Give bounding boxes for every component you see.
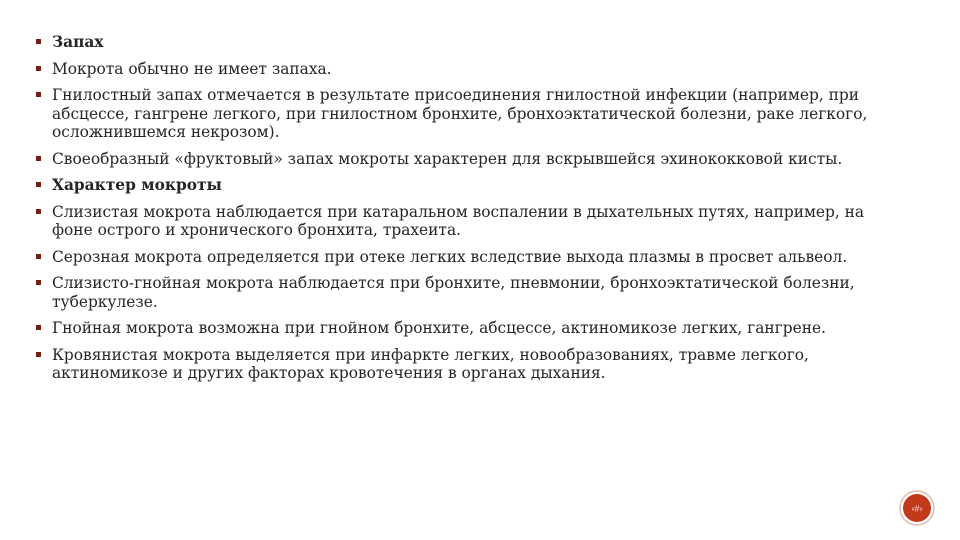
bullet-text: Гнойная мокрота возможна при гнойном бронхите, абсцессе, актиномикозе легких, гангрене. xyxy=(52,319,826,337)
bullet-item xyxy=(36,150,896,169)
square-bullet-icon xyxy=(36,280,41,285)
bullet-heading-character xyxy=(36,176,896,195)
square-bullet-icon xyxy=(36,156,41,161)
bullet-text: Кровянистая мокрота выделяется при инфаркте легких, новообразованиях, травме легкого, актиномикозе и других факторах кровотечения в органах дыхания. xyxy=(52,345,809,382)
bullet-heading-smell xyxy=(36,33,896,52)
square-bullet-icon xyxy=(36,92,41,97)
bullet-text: Характер мокроты xyxy=(52,176,222,194)
bullet-item xyxy=(36,274,896,311)
bullet-item xyxy=(36,203,896,240)
bullet-text: Своеобразный «фруктовый» запах мокроты характерен для вскрывшейся эхинококковой кисты. xyxy=(52,149,843,168)
square-bullet-icon xyxy=(36,182,41,187)
bullet-item xyxy=(36,248,896,267)
bullet-item xyxy=(36,60,896,79)
square-bullet-icon xyxy=(36,39,41,44)
square-bullet-icon xyxy=(36,254,41,259)
bullet-text: Серозная мокрота определяется при отеке легких вследствие выхода плазмы в просвет альвеол. xyxy=(52,247,848,266)
bullet-item xyxy=(36,346,896,383)
bullet-list xyxy=(36,33,896,391)
slide-number-badge xyxy=(899,490,935,526)
square-bullet-icon xyxy=(36,66,41,71)
bullet-text: Запах xyxy=(52,33,104,51)
square-bullet-icon xyxy=(36,325,41,330)
slide-number: ‹#› xyxy=(911,503,923,514)
bullet-text: Мокрота обычно не имеет запаха. xyxy=(52,59,332,78)
bullet-text: Слизистая мокрота наблюдается при катаральном воспалении в дыхательных путях, например, на фоне острого и хронического бронхита, трахеита. xyxy=(52,202,865,239)
square-bullet-icon xyxy=(36,209,41,214)
bullet-text: Слизисто-гнойная мокрота наблюдается при бронхите, пневмонии, бронхоэктатической болезни, туберкулезе. xyxy=(52,274,855,311)
bullet-item xyxy=(36,86,896,142)
square-bullet-icon xyxy=(36,352,41,357)
bullet-text: Гнилостный запах отмечается в результате присоединения гнилостной инфекции (например, при абсцессе, гангрене легкого, при гнилостном бронхите, бронхоэктатической болезни, раке легкого, осложнившемся некрозом). xyxy=(52,86,868,141)
bullet-item xyxy=(36,319,896,338)
